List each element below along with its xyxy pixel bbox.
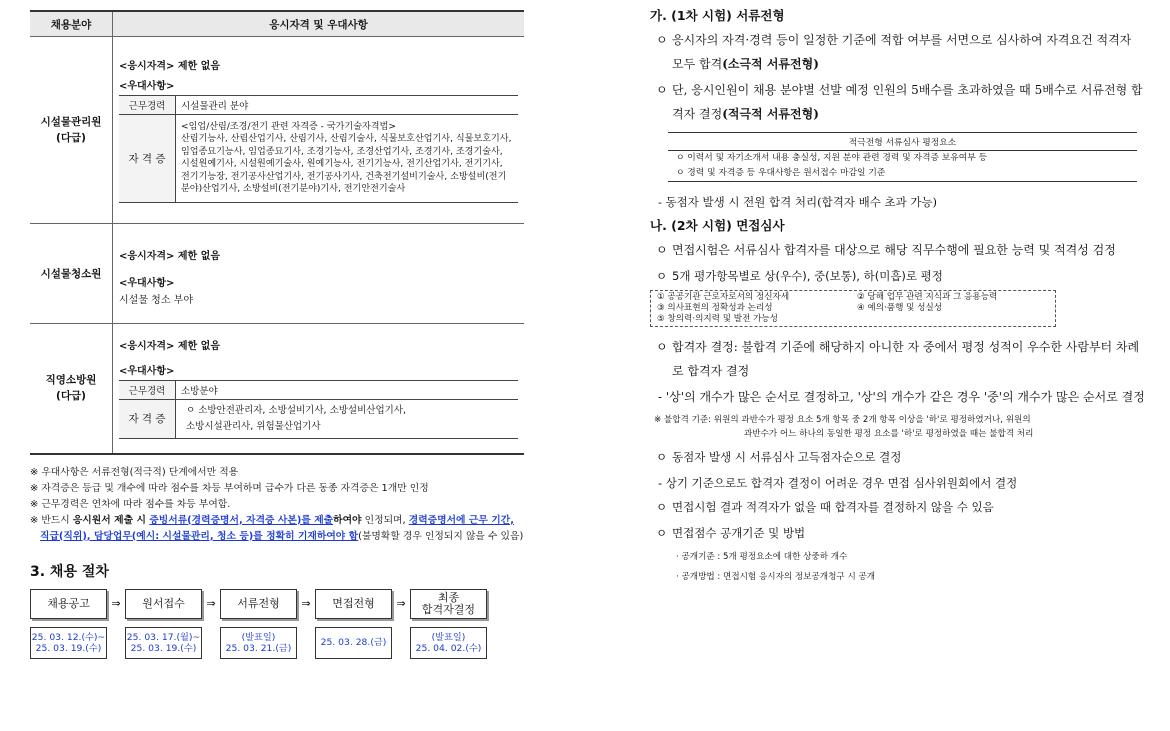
section-na-title: 나. (2차 시험) 면접심사 bbox=[650, 218, 785, 233]
arrow-icon: ⇒ bbox=[396, 597, 406, 610]
preference-title: <우대사항> bbox=[119, 365, 175, 377]
na-p1-text: 면접시험은 서류심사 합격자를 대상으로 해당 직무수행에 필요한 능력 및 적격성 검정 bbox=[672, 243, 1116, 257]
right-column bbox=[650, 2, 1145, 587]
section-ga-title: 가. (1차 시험) 서류전형 bbox=[650, 8, 785, 23]
note-4-link-2: 경력증명서에 근무 기간, 직급(직위), 담당업무(예시: 시설물관리, 청소 등)를 정확히 기재하여야 함 bbox=[40, 514, 514, 542]
ga-p2-bold: (적극적 서류전형) bbox=[722, 107, 819, 121]
career-value: 소방분야 bbox=[176, 380, 519, 399]
step-interview: 면접전형 bbox=[315, 589, 392, 619]
step-document-screening: 서류전형 bbox=[220, 589, 297, 619]
eval-item-3: ③ 의사표현의 정확성과 논리성 bbox=[657, 303, 773, 313]
na-p2-text: 5개 평가항목별로 상(우수), 중(보통), 하(미흡)로 평정 bbox=[672, 269, 943, 283]
license-label: 자 격 증 bbox=[119, 399, 176, 438]
ga-tie-rule: - 동점자 발생 시 전원 합격 처리(합격자 배수 초과 가능) bbox=[658, 195, 938, 209]
na-p3-text: 합격자 결정: 불합격 기준에 해당하지 아니한 자 중에서 평정 성적이 우수한 사람부터 차례로 합격자 결정 bbox=[672, 340, 1140, 378]
note-4-link: 증빙서류(경력증명서, 자격증 사본)를 제출 bbox=[149, 514, 334, 526]
bullet-icon: ㅇ bbox=[656, 526, 668, 540]
na-paragraph-2 bbox=[650, 264, 1145, 288]
note-4 bbox=[30, 513, 525, 545]
fail-criteria-note bbox=[650, 413, 1145, 441]
qualification-table bbox=[30, 10, 524, 455]
career-value: 시설물관리 분야 bbox=[176, 95, 519, 114]
na-paragraph-5 bbox=[650, 495, 1145, 519]
step-application: 원서접수 bbox=[125, 589, 202, 619]
ga-paragraph-2 bbox=[650, 78, 1145, 126]
field-label: 시설물청소원 bbox=[40, 267, 102, 280]
criteria-line-1: ㅇ 이력서 및 자기소개서 내용 충실성, 지원 분야 관련 경력 및 자격증 보유여부 등 bbox=[676, 153, 988, 163]
license-value: <임업/산림/조경/전기 관련 자격증 - 국가기술자격법> 산림기능사, 산림산업기사, 산림기사, 산림기술사, 식물보호산업기사, 식물보호기사, 임업종묘기능사, 임업종묘기사, 조경기능사, 조경산업기사, 조경기사, 조경기술사, 시설원예기사, 시설원예기술사, 원예기능사, 전기기능사, 전기산업기사, 전기기사, 전기기능장, 전기공사산업기사, 전기공사기사, 건축전기설비기술사, 소방설비(전기분야)산업기사, 소방설비(전기분야)기사, 전기안전기술사 bbox=[176, 114, 519, 202]
eligibility-text: <응시자격> 제한 없음 bbox=[119, 340, 221, 352]
na-ranking-rule: - '상'의 개수가 많은 순서로 결정하고, '상'의 개수가 같은 경우 '중'의 개수가 많은 순서로 결정 bbox=[658, 390, 1145, 404]
date-final-decision: (발표일) 25. 04. 02.(수) bbox=[410, 627, 487, 659]
career-label: 근무경력 bbox=[119, 380, 176, 399]
license-label: 자 격 증 bbox=[119, 114, 176, 202]
note-1: ※ 우대사항은 서류전형(적극적) 단계에서만 적용 bbox=[30, 466, 239, 478]
left-column bbox=[30, 10, 525, 659]
ga-p2-text: 단, 응시인원이 채용 분야별 선발 예정 인원의 5배수를 초과하였을 때 5배수로 서류전형 합격자 결정 bbox=[672, 83, 1143, 121]
note-3: ※ 근무경력은 연차에 따라 점수를 차등 부여함. bbox=[30, 498, 231, 510]
step-announcement: 채용공고 bbox=[30, 589, 107, 619]
note-4-part-2: 인정되며, bbox=[361, 514, 409, 526]
date-document-screening: (발표일) 25. 03. 21.(금) bbox=[220, 627, 297, 659]
na-paragraph-4 bbox=[650, 445, 1145, 469]
preference-table bbox=[119, 95, 518, 203]
field-facility-cleaner bbox=[30, 224, 113, 324]
na-tie-committee: - 상기 기준으로도 합격자 결정이 어려운 경우 면접 심사위원회에서 결정 bbox=[658, 476, 1018, 490]
date-application: 25. 03. 17.(월)~ 25. 03. 19.(수) bbox=[125, 627, 202, 659]
bullet-icon: ㅇ bbox=[656, 269, 668, 283]
field-label: 시설물관리원 (다급) bbox=[40, 116, 102, 144]
na-paragraph-3 bbox=[650, 335, 1145, 383]
header-field: 채용분야 bbox=[30, 11, 113, 37]
preference-text: 시설물 청소 부야 bbox=[119, 294, 193, 306]
eval-item-4: ④ 예의·품행 및 성실성 bbox=[857, 303, 943, 313]
na-p4-text: 동점자 발생 시 서류심사 고득점자순으로 결정 bbox=[672, 450, 902, 464]
step-final-decision: 최종 합격자결정 bbox=[410, 589, 487, 619]
note-4-bold: 응시원서 제출 시 bbox=[72, 514, 150, 526]
na-p6-text: 면접점수 공개기준 및 방법 bbox=[672, 526, 806, 540]
eval-item-1: ① 공공기관 근로자로서의 정신자세 bbox=[657, 292, 790, 302]
evaluation-items-box bbox=[650, 290, 1056, 327]
bullet-icon: ㅇ bbox=[656, 33, 668, 47]
eval-item-2: ② 당해 업무 관련 지식과 그 응용능력 bbox=[857, 292, 998, 302]
ga-p1-bold: (소극적 서류전형) bbox=[722, 57, 819, 71]
arrow-icon: ⇒ bbox=[301, 597, 311, 610]
criteria-title: 적극전형 서류심사 평정요소 bbox=[668, 133, 1137, 151]
conditions-facility-manager bbox=[113, 37, 525, 224]
field-facility-manager bbox=[30, 37, 113, 224]
conditions-fire-officer bbox=[113, 324, 525, 454]
bullet-icon: ㅇ bbox=[656, 500, 668, 514]
bullet-icon: ㅇ bbox=[656, 450, 668, 464]
bullet-icon: ㅇ bbox=[656, 243, 668, 257]
disclosure-method: · 공개방법 : 면접시험 응시자의 정보공개청구 시 공개 bbox=[676, 572, 876, 582]
arrow-icon: ⇒ bbox=[206, 597, 216, 610]
disclosure-criteria: · 공개기준 : 5개 평정요소에 대한 상중하 개수 bbox=[676, 552, 848, 562]
process-title: 3. 채용 절차 bbox=[30, 563, 109, 580]
license-value: ㅇ 소방안전관리자, 소방설비기사, 소방설비산업기사, 소방시설관리사, 위험물산업기사 bbox=[176, 399, 519, 438]
field-fire-officer bbox=[30, 324, 113, 454]
note-4-bold-2: 하여야 bbox=[333, 514, 362, 526]
note-2: ※ 자격증은 등급 및 개수에 따라 점수를 차등 부여하며 급수가 다른 동종 자격증은 1개만 인정 bbox=[30, 482, 429, 494]
fail-note-line-2: 과반수가 어느 하나의 동일한 평정 요소를 '하'로 평정하였을 때는 불합격 처리 bbox=[744, 429, 1034, 439]
na-paragraph-6 bbox=[650, 521, 1145, 545]
note-4-part: ※ 반드시 bbox=[30, 514, 73, 526]
bullet-icon: ㅇ bbox=[656, 340, 668, 354]
field-label: 직영소방원 (다급) bbox=[45, 374, 97, 403]
arrow-icon: ⇒ bbox=[111, 597, 121, 610]
conditions-facility-cleaner bbox=[113, 224, 525, 324]
notes bbox=[30, 465, 525, 545]
bullet-icon: ㅇ bbox=[656, 83, 668, 97]
career-label: 근무경력 bbox=[119, 95, 176, 114]
process-dates bbox=[30, 627, 525, 659]
eligibility-text: <응시자격> 제한 없음 bbox=[119, 250, 221, 262]
date-announcement: 25. 03. 12.(수)~ 25. 03. 19.(수) bbox=[30, 627, 107, 659]
na-p5-text: 면접시험 결과 적격자가 없을 때 합격자를 결정하지 않을 수 있음 bbox=[672, 500, 994, 514]
preference-title: <우대사항> bbox=[119, 80, 175, 92]
note-4-part-3: (불명확할 경우 인정되지 않을 수 있음) bbox=[358, 530, 524, 542]
header-conditions: 응시자격 및 우대사항 bbox=[113, 11, 525, 37]
preference-table bbox=[119, 380, 518, 439]
date-interview: 25. 03. 28.(금) bbox=[315, 627, 392, 659]
na-paragraph-1 bbox=[650, 238, 1145, 262]
ga-p1-text: 응시자의 자격·경력 등이 일정한 기준에 적합 여부를 서면으로 심사하여 자격요건 적격자 모두 합격 bbox=[672, 33, 1132, 71]
criteria-box bbox=[668, 132, 1137, 182]
process-steps bbox=[30, 589, 525, 619]
criteria-line-2: ㅇ 경력 및 자격증 등 우대사항은 원서접수 마감일 기준 bbox=[676, 168, 886, 178]
fail-note-line-1: ※ 불합격 기준: 위원의 과반수가 평정 요소 5개 항목 중 2개 항목 이상을 '하'로 평정하였거나, 위원의 bbox=[654, 415, 1031, 425]
preference-title: <우대사항> bbox=[119, 277, 175, 289]
eval-item-5: ⑤ 창의력·의지력 및 발전 가능성 bbox=[657, 314, 778, 324]
eligibility-text: <응시자격> 제한 없음 bbox=[119, 60, 221, 72]
ga-paragraph-1 bbox=[650, 28, 1145, 76]
